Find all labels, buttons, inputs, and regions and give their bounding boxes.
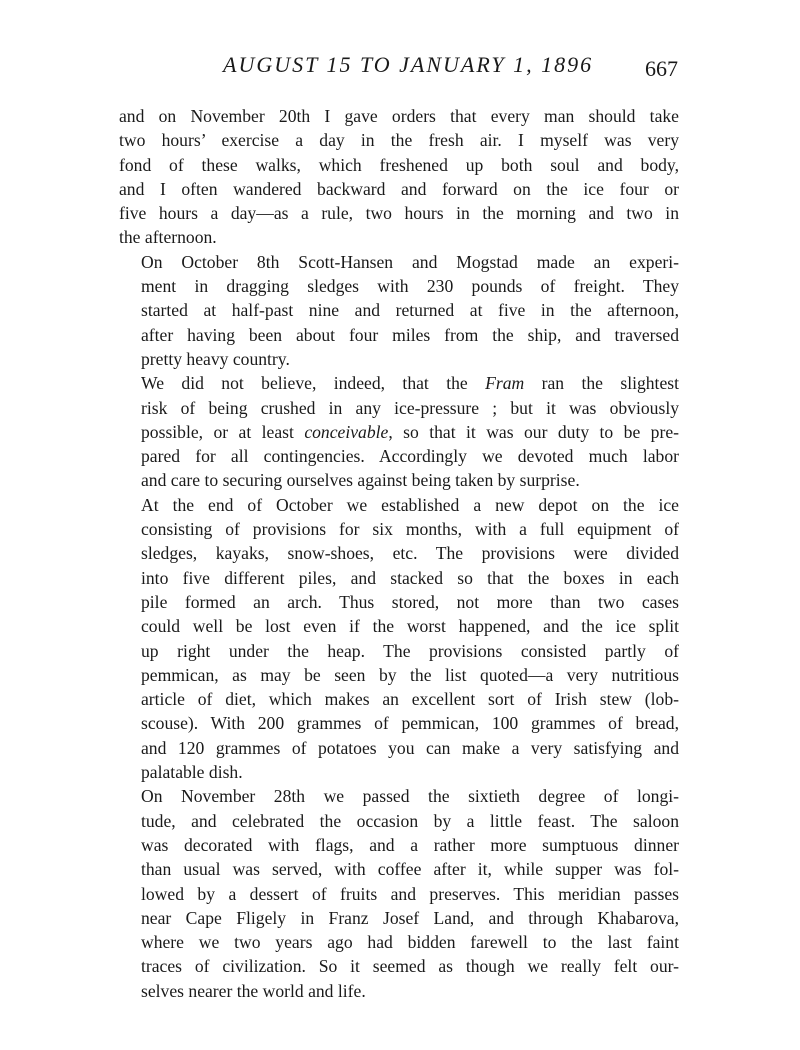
text-line: We did not believe, indeed, that the Fram ran the slightest <box>141 373 679 394</box>
paragraph <box>119 493 679 785</box>
text-line: two hours’ exercise a day in the fresh air. I myself was very <box>119 130 679 151</box>
text-line: five hours a day—as a rule, two hours in the morning and two in <box>119 203 679 224</box>
text-line: consisting of provisions for six months, with a full equipment of <box>141 519 679 540</box>
text-line: fond of these walks, which freshened up both soul and body, <box>119 154 679 175</box>
text-line: scouse). With 200 grammes of pemmican, 100 grammes of bread, <box>141 713 679 734</box>
text-line: and I often wandered backward and forward on the ice four or <box>119 178 679 199</box>
text-line: was decorated with flags, and a rather more sumptuous dinner <box>141 834 679 855</box>
text-line: and on November 20th I gave orders that every man should take <box>119 106 679 126</box>
running-head <box>118 52 680 82</box>
text-line: risk of being crushed in any ice-pressure ; but it was obviously <box>141 397 679 418</box>
page-number: 667 <box>645 56 678 81</box>
italic-text: Fram <box>485 373 525 394</box>
text-line: into five different piles, and stacked so that the boxes in each <box>141 567 679 588</box>
text-line: selves nearer the world and life. <box>141 980 366 1001</box>
paragraph <box>119 784 679 1003</box>
italic-text: conceivable <box>304 421 389 442</box>
text-line: ment in dragging sledges with 230 pounds of freight. They <box>141 276 679 297</box>
text-line: near Cape Fligely in Franz Josef Land, and through Khabarova, <box>141 907 679 928</box>
text-line: lowed by a dessert of fruits and preserves. This meridian passes <box>141 883 679 904</box>
text-line: and care to securing ourselves against being taken by surprise. <box>141 470 580 491</box>
text-line: pemmican, as may be seen by the list quoted—a very nutritious <box>141 664 679 685</box>
text-line: after having been about four miles from the ship, and traversed <box>141 324 679 345</box>
body-text <box>119 104 679 1003</box>
text-line: could well be lost even if the worst happened, and the ice split <box>141 616 679 637</box>
text-line: On October 8th Scott-Hansen and Mogstad made an experi- <box>141 251 679 272</box>
text-line: At the end of October we established a new depot on the ice <box>141 494 679 515</box>
text-line: than usual was served, with coffee after it, while supper was fol- <box>141 859 679 880</box>
text-line: the afternoon. <box>119 227 217 248</box>
text-line: where we two years ago had bidden farewell to the last faint <box>141 932 679 953</box>
text-line: pretty heavy country. <box>141 348 290 369</box>
paragraph <box>119 250 679 371</box>
text-line: article of diet, which makes an excellent sort of Irish stew (lob- <box>141 689 679 710</box>
paragraph <box>119 104 679 250</box>
text-line: and 120 grammes of potatoes you can make a very satisfying and <box>141 737 679 758</box>
text-line: traces of civilization. So it seemed as though we really felt our- <box>141 956 679 977</box>
text-line: possible, or at least conceivable, so that it was our duty to be pre- <box>141 421 679 442</box>
text-line: sledges, kayaks, snow-shoes, etc. The provisions were divided <box>141 543 679 564</box>
text-line: up right under the heap. The provisions consisted partly of <box>141 640 679 661</box>
running-title: AUGUST 15 TO JANUARY 1, 1896 <box>223 52 594 77</box>
text-line: pared for all contingencies. Accordingly we devoted much labor <box>141 446 679 467</box>
text-line: tude, and celebrated the occasion by a little feast. The saloon <box>141 810 679 831</box>
paragraph <box>119 371 679 492</box>
text-line: On November 28th we passed the sixtieth degree of longi- <box>141 786 679 807</box>
text-line: pile formed an arch. Thus stored, not more than two cases <box>141 591 679 612</box>
text-line: started at half-past nine and returned at five in the afternoon, <box>141 300 679 321</box>
text-line: palatable dish. <box>141 762 243 783</box>
